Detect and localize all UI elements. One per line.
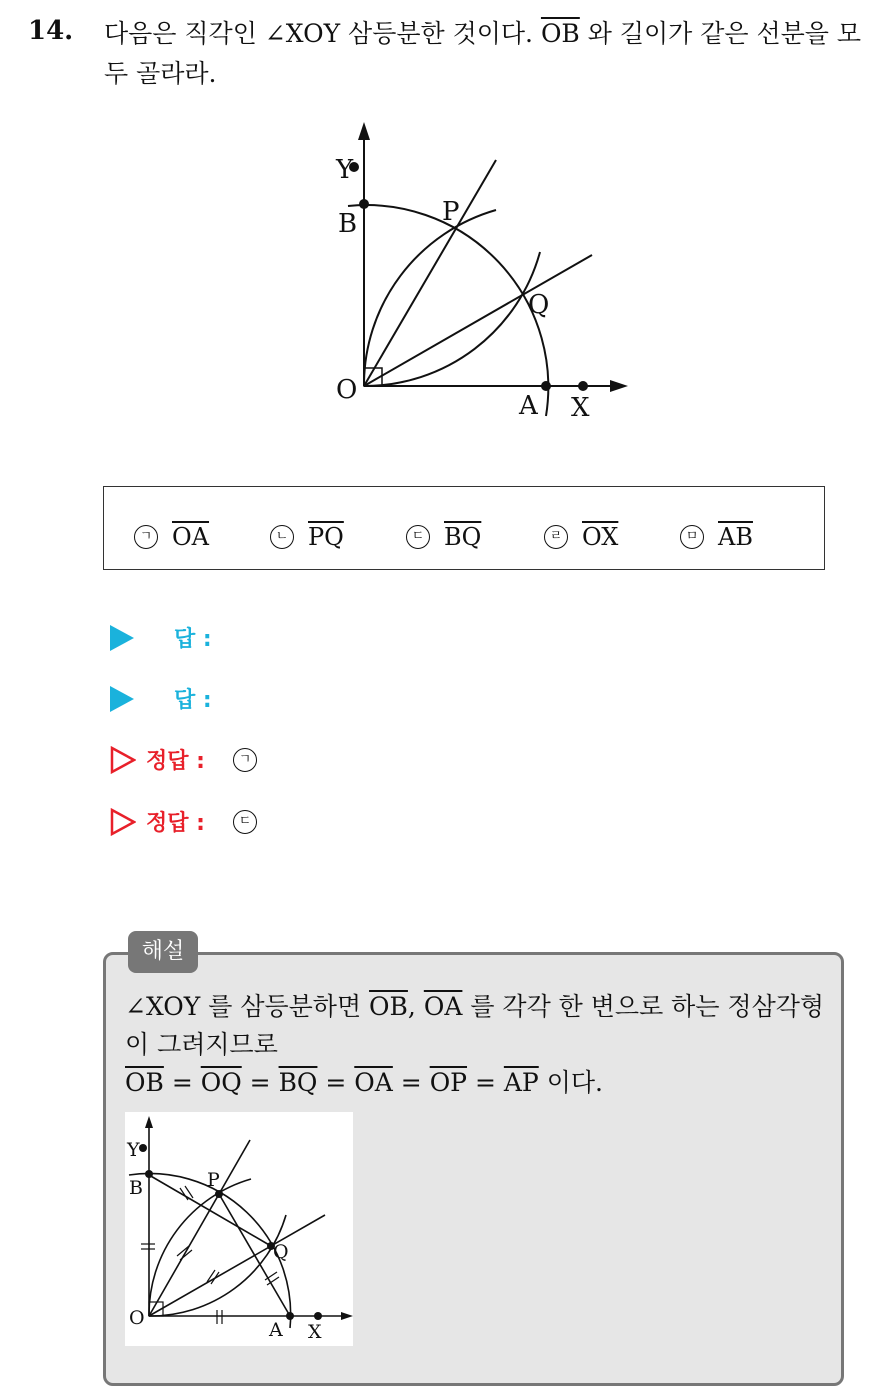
- solution-seg-oa: $\overline{OA}$: [423, 992, 463, 1021]
- question-number: 14.: [28, 16, 74, 46]
- arc-from-b: [364, 252, 540, 386]
- choice-5-marker: ㅁ: [680, 525, 704, 549]
- choice-2-marker: ㄴ: [270, 525, 294, 549]
- eq-seg-2: $\overline{OQ}$: [200, 1068, 242, 1097]
- outline-triangle-icon: [110, 746, 136, 774]
- solution-tag: 해설: [128, 931, 198, 973]
- question-text: [104, 14, 864, 94]
- eq-seg-1: $\overline{OB}$: [125, 1068, 164, 1097]
- ray-op: [364, 160, 496, 386]
- label-y: Y: [336, 155, 354, 185]
- sol-label-b: B: [129, 1177, 143, 1199]
- label-x: X: [571, 393, 590, 423]
- label-b: B: [338, 209, 358, 239]
- label-o: O: [336, 375, 358, 405]
- choice-1-segment: $\overline{OA}$: [172, 523, 210, 551]
- choice-1-marker: ㄱ: [134, 525, 158, 549]
- choice-5[interactable]: [680, 523, 753, 551]
- play-triangle-icon: [110, 625, 134, 651]
- sol-label-y: Y: [127, 1139, 140, 1161]
- solution-equation: [125, 1064, 835, 1102]
- label-a: A: [519, 391, 538, 421]
- answer-row-2[interactable]: [110, 683, 212, 714]
- eq-sep: =: [317, 1068, 355, 1097]
- sol-label-p: P: [207, 1169, 220, 1191]
- question-text-after: 와 길이가 같은 선분을 모두 골라라.: [104, 19, 862, 88]
- eq-seg-6: $\overline{AP}$: [503, 1068, 539, 1097]
- eq-seg-5: $\overline{OP}$: [429, 1068, 468, 1097]
- choices-box: [103, 486, 825, 570]
- eq-sep: =: [241, 1068, 279, 1097]
- correct-value-1: ㄱ: [233, 748, 257, 772]
- solution-text: [125, 988, 835, 1102]
- eq-sep: =: [163, 1068, 201, 1097]
- ray-ox-arrow: [610, 380, 628, 392]
- eq-seg-3: $\overline{BQ}$: [278, 1068, 318, 1097]
- ray-oy-arrow: [358, 122, 370, 140]
- answer-label-1: 답 :: [174, 627, 212, 652]
- choice-4-segment: $\overline{OX}$: [582, 523, 619, 551]
- correct-label-2: 정답 :: [146, 811, 205, 836]
- sol-label-x: X: [308, 1321, 322, 1343]
- arc-ab: [348, 205, 548, 416]
- choice-2[interactable]: [270, 523, 344, 551]
- ray-oq: [364, 255, 592, 386]
- choice-3-segment: $\overline{BQ}$: [444, 523, 482, 551]
- choice-3[interactable]: [406, 523, 481, 551]
- sol-label-q: Q: [273, 1241, 289, 1263]
- solution-figure: [125, 1112, 353, 1346]
- choice-4-marker: ㄹ: [544, 525, 568, 549]
- choice-1[interactable]: [134, 523, 209, 551]
- correct-value-2: ㄷ: [233, 810, 257, 834]
- solution-seg-ob: $\overline{OB}$: [369, 992, 408, 1021]
- label-q: Q: [528, 290, 550, 320]
- angle-trisection-figure: [300, 110, 640, 430]
- sol-label-a: A: [269, 1319, 283, 1341]
- solution-comma: ,: [407, 992, 424, 1021]
- question-segment: $\overline{OB}$: [540, 19, 580, 48]
- solution-text-a: ∠XOY 를 삼등분하면: [125, 992, 370, 1021]
- point-x: [578, 381, 588, 391]
- point-b: [359, 199, 369, 209]
- eq-sep: =: [392, 1068, 430, 1097]
- eq-seg-4: $\overline{OA}$: [354, 1068, 393, 1097]
- choice-5-segment: $\overline{AB}$: [718, 523, 753, 551]
- sol-label-o: O: [129, 1307, 145, 1329]
- answer-row-1[interactable]: [110, 622, 212, 653]
- eq-sep: =: [467, 1068, 504, 1097]
- choice-3-marker: ㄷ: [406, 525, 430, 549]
- eq-end: 이다.: [538, 1068, 603, 1097]
- outline-triangle-icon: [110, 808, 136, 836]
- play-triangle-icon: [110, 686, 134, 712]
- point-a: [541, 381, 551, 391]
- choice-2-segment: $\overline{PQ}$: [308, 523, 344, 551]
- choice-4[interactable]: [544, 523, 618, 551]
- correct-label-1: 정답 :: [146, 749, 205, 774]
- correct-row-1: [110, 744, 271, 775]
- correct-row-2: [110, 806, 271, 837]
- label-p: P: [442, 197, 460, 227]
- solution-text-b: 를 각각 한 변으로 하는 정삼각형이 그려지므로: [125, 992, 825, 1059]
- question-text-before: 다음은 직각인 ∠XOY 삼등분한 것이다.: [104, 19, 541, 48]
- answer-label-2: 답 :: [174, 688, 212, 713]
- arc-from-a: [364, 210, 496, 386]
- solution-line-1: [125, 988, 835, 1064]
